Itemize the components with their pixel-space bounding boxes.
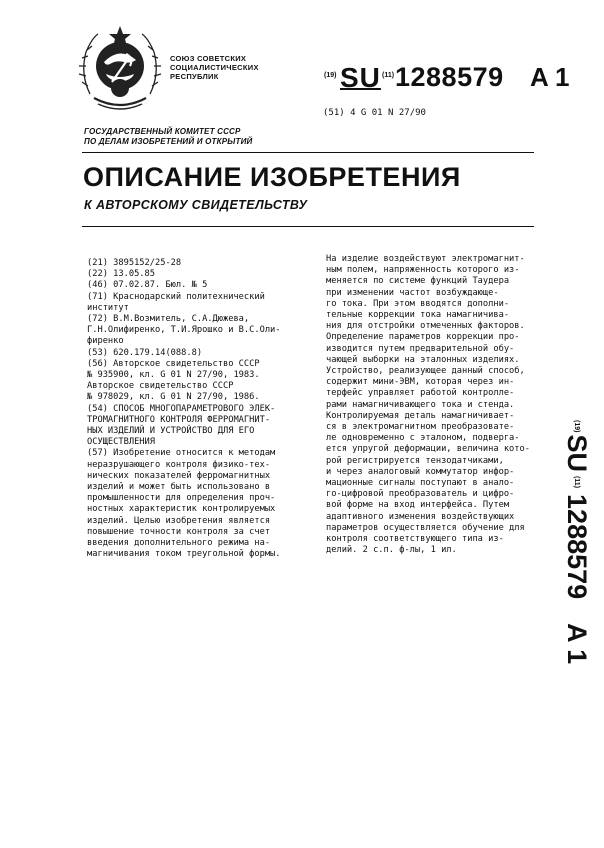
text-line: НЫХ ИЗДЕЛИЙ И УСТРОЙСТВО ДЛЯ ЕГО <box>87 426 255 437</box>
text-line: вой форме на вход интерфейса. Путем <box>326 500 510 511</box>
country-name-block <box>170 54 259 81</box>
title-divider <box>82 226 534 227</box>
text-line: рой регистрируется тензодатчиками, <box>326 455 504 466</box>
text-line: и через аналоговый коммутатор инфор- <box>326 466 515 477</box>
side-kind: A 1 <box>562 623 593 665</box>
text-line: Определение параметров коррекции про- <box>326 332 520 343</box>
text-line: магничивания током треугольной формы. <box>87 549 281 560</box>
text-line: делий. 2 с.п. ф-лы, 1 ил. <box>326 545 457 556</box>
text-line: мационные сигналы поступают в анало- <box>326 478 515 489</box>
text-line: На изделие воздействуют электромагнит- <box>326 254 525 264</box>
abstract-column <box>326 254 548 556</box>
text-line: Г.Н.Олифиренко, Т.И.Ярошко и В.С.Оли- <box>87 325 281 336</box>
text-line: неразрушающего контроля физико-тех- <box>87 459 271 470</box>
text-line: введения дополнительного режима на- <box>87 538 271 549</box>
state-emblem-icon <box>76 24 164 120</box>
patent-kind: A 1 <box>530 62 570 92</box>
header-divider <box>82 152 534 153</box>
text-line: ОСУЩЕСТВЛЕНИЯ <box>87 437 155 448</box>
text-line: терфейс управляет работой контролле- <box>326 388 515 399</box>
text-line: (46) 07.02.87. Бюл. № 5 <box>87 280 208 291</box>
text-line: (56) Авторское свидетельство СССР <box>87 358 260 369</box>
text-line: повышение точности контроля за счет <box>87 526 271 537</box>
text-line: рами намагничивающего тока и стенда. <box>326 399 515 410</box>
text-line: го-цифровой преобразователь и цифро- <box>326 489 515 500</box>
text-line: (53) 620.179.14(088.8) <box>87 347 203 358</box>
text-line: ностных характеристик контролируемых <box>87 504 276 515</box>
country-code: SU <box>340 62 381 93</box>
side-country-code: SU <box>562 434 593 472</box>
union-line-3: РЕСПУБЛИК <box>170 72 219 81</box>
text-line: адаптивного изменения воздействующих <box>326 511 515 522</box>
committee-line-2: ПО ДЕЛАМ ИЗОБРЕТЕНИЙ И ОТКРЫТИЙ <box>84 137 253 146</box>
text-line: ния для отстройки отмеченных факторов. <box>326 321 525 332</box>
text-line: фиренко <box>87 336 124 347</box>
text-line: (71) Краснодарский политехнический <box>87 291 265 302</box>
text-line: меняется по системе функций Таудера <box>326 276 510 287</box>
inid-code-19: (19) <box>324 72 337 79</box>
side-inid-11: (11) <box>573 475 581 489</box>
text-line: ется упругой деформации, величина кото- <box>326 444 530 455</box>
text-line: (57) Изобретение относится к методам <box>87 448 276 459</box>
text-line: тельные коррекции тока намагничива- <box>326 310 510 321</box>
text-line: изводится путем предварительной обу- <box>326 343 515 354</box>
text-line: контроля соответствующего типа из- <box>326 534 504 545</box>
side-patent-number <box>560 420 594 680</box>
text-line: ле одновременно с эталоном, подверга- <box>326 433 520 444</box>
text-line: (54) СПОСОБ МНОГОПАРАМЕТРОВОГО ЭЛЕК- <box>87 403 276 414</box>
bibliographic-column <box>87 258 309 560</box>
text-line: Авторское свидетельство СССР <box>87 381 234 392</box>
text-line: (22) 13.05.85 <box>87 269 155 280</box>
text-line: ТРОМАГНИТНОГО КОНТРОЛЯ ФЕРРОМАГНИТ- <box>87 414 271 425</box>
text-line: (21) 3895152/25-28 <box>87 258 182 268</box>
text-line: нических показателей ферромагнитных <box>87 470 271 481</box>
document-title: ОПИСАНИЕ ИЗОБРЕТЕНИЯ <box>83 162 461 192</box>
side-inid-19: (19) <box>573 420 581 433</box>
text-line: Контролируемая деталь намагничивает- <box>326 410 515 421</box>
committee-line-1: ГОСУДАРСТВЕННЫЙ КОМИТЕТ СССР <box>84 127 241 136</box>
text-line: параметров осуществляется обучение для <box>326 522 525 533</box>
inid-code-11: (11) <box>382 72 395 79</box>
text-line: го тока. При этом вводятся дополни- <box>326 298 510 309</box>
text-line: ся в электромагнитном преобразовате- <box>326 422 515 433</box>
ipc-classification: (51) 4 G 01 N 27/90 <box>323 108 426 118</box>
text-line: содержит мини-ЭВМ, которая через ин- <box>326 377 515 388</box>
committee-block <box>84 127 253 147</box>
text-line: № 978029, кл. G 01 N 27/90, 1986. <box>87 392 260 403</box>
text-line: ным полем, напряженность которого из- <box>326 265 520 276</box>
text-line: изделий и может быть использовано в <box>87 482 271 493</box>
text-line: при изменении частот возбуждающе- <box>326 287 499 298</box>
text-line: чающей выборки на эталонных изделиях. <box>326 354 520 365</box>
patent-number: 1288579 <box>395 62 504 92</box>
text-line: промышленности для определения проч- <box>87 493 276 504</box>
text-line: (72) В.М.Возмитель, С.А.Дюжева, <box>87 314 250 325</box>
text-line: изделий. Целью изобретения является <box>87 515 271 526</box>
side-number: 1288579 <box>562 494 593 600</box>
union-line-1: СОЮЗ СОВЕТСКИХ <box>170 54 247 63</box>
text-line: № 935900, кл. G 01 N 27/90, 1983. <box>87 370 260 381</box>
text-line: институт <box>87 302 129 313</box>
text-line: Устройство, реализующее данный способ, <box>326 366 525 377</box>
ussr-emblem <box>76 24 164 120</box>
document-subtitle: К АВТОРСКОМУ СВИДЕТЕЛЬСТВУ <box>84 198 308 212</box>
union-line-2: СОЦИАЛИСТИЧЕСКИХ <box>170 63 259 72</box>
